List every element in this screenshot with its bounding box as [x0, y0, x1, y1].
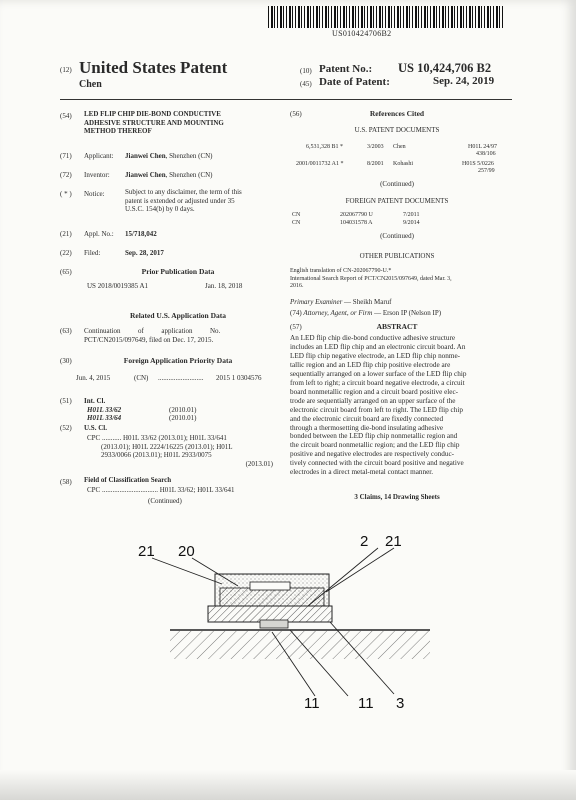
examiner-name: — Sheikh Maruf	[342, 298, 392, 306]
int-cl-code: (51)	[60, 397, 72, 405]
filed-code: (22)	[60, 249, 72, 257]
inventor-code: (72)	[60, 171, 72, 179]
abstract-line: tively connected with the circuit board positive and negative	[290, 459, 464, 468]
kind-code: (12)	[60, 66, 72, 74]
notice-label: Notice:	[84, 190, 105, 198]
notice-line: Subject to any disclaimer, the term of this	[125, 188, 242, 196]
circuit-board	[170, 606, 430, 659]
foreign-doc-date: 9/2014	[403, 220, 420, 226]
us-cl-code: (52)	[60, 424, 72, 432]
foreign-doc-date: 7/2011	[403, 212, 420, 218]
foreign-priority-code: (30)	[60, 357, 72, 365]
us-doc-subclass: 438/106	[476, 151, 496, 157]
references-heading: References Cited	[369, 109, 425, 118]
us-doc-date: 8/2001	[367, 161, 384, 167]
abstract-line: tallic region and an LED flip chip positive electrode are	[290, 360, 451, 369]
figure-label: 21	[385, 533, 402, 550]
field-search-label: Field of Classification Search	[84, 476, 172, 484]
other-publication-line: 2016.	[290, 283, 304, 289]
cpc-line: 2933/0066 (2013.01); H01L 2933/0075	[101, 451, 212, 459]
int-cl-class: H01L 33/62	[87, 406, 122, 414]
cpc-classification	[87, 434, 273, 468]
examiner-label: Primary Examiner	[290, 298, 343, 306]
foreign-priority-date: Jun. 4, 2015	[76, 374, 111, 382]
int-cl-label: Int. Cl.	[84, 397, 106, 405]
appl-number: 15/718,042	[125, 230, 157, 238]
abstract-line: electronic circuit board from left to right. The LED flip chip	[290, 405, 463, 414]
figure-label: 2	[360, 533, 369, 550]
abstract-line: electrodes in a direct metal-metal contact manner.	[290, 468, 434, 477]
references-code: (56)	[290, 110, 302, 118]
notice-text	[125, 188, 242, 214]
us-cl-label: U.S. Cl.	[84, 424, 107, 432]
attorney-name: — Erson IP (Nelson IP)	[372, 309, 442, 317]
prior-code: (65)	[60, 268, 72, 276]
applicant-name: Jianwei Chen	[125, 152, 166, 160]
inventor-location: , Shenzhen (CN)	[165, 171, 213, 179]
continued-note: (Continued)	[380, 232, 414, 240]
filed-label: Filed:	[84, 249, 101, 257]
abstract-line: An LED flip chip die-bond conductive adhesive structure	[290, 334, 456, 342]
appl-label: Appl. No.:	[84, 230, 114, 238]
abstract-line: LED flip chip negative electrode, an LED flip chip nonme-	[290, 351, 461, 360]
appl-code: (21)	[60, 230, 72, 238]
other-publications-heading: OTHER PUBLICATIONS	[359, 252, 435, 260]
inventor-name: Jianwei Chen	[125, 171, 166, 179]
attorney-label: Attorney, Agent, or Firm	[303, 309, 373, 317]
abstract-line: trode are sequentially arranged on an upper surface of the	[290, 396, 456, 405]
foreign-docs-heading: FOREIGN PATENT DOCUMENTS	[345, 197, 449, 205]
notice-code: ( * )	[60, 190, 72, 198]
int-cl-version: (2010.01)	[169, 414, 197, 422]
cpc-line: (2013.01); H01L 2224/16225 (2013.01); H01L	[101, 442, 233, 451]
figure-label: 20	[178, 543, 195, 560]
inventor-label: Inventor:	[84, 171, 110, 179]
applicant-location: , Shenzhen (CN)	[165, 152, 213, 160]
barcode-number: US010424706B2	[332, 29, 392, 38]
abstract-line: through a thermosetting die-bond insulating adhesive	[290, 423, 444, 432]
abstract-line: and the electronic circuit board are fixedly connected	[290, 414, 444, 423]
us-doc-name: Chen	[393, 144, 406, 150]
int-cl-version: (2010.01)	[169, 406, 197, 414]
invention-title	[84, 110, 224, 136]
filed-date: Sep. 28, 2017	[125, 249, 164, 257]
abstract-line: sequentially arranged on a lower surface of the LED flip chip	[290, 369, 467, 378]
abstract-line: the circuit board nonmetallic region; and the LED flip chip	[290, 441, 460, 450]
patent-no-code: (10)	[300, 67, 312, 75]
date-label: Date of Patent:	[319, 76, 390, 88]
foreign-doc-number: 202067790 U	[340, 212, 373, 218]
scan-shadow	[0, 770, 576, 800]
inventor-surname: Chen	[79, 79, 102, 90]
foreign-priority-country: (CN)	[134, 374, 149, 382]
continuation-line: Continuation of application No.	[84, 327, 221, 335]
foreign-priority-leader: ..........................	[158, 374, 204, 382]
date-code: (45)	[300, 80, 312, 88]
figure-label: 11	[358, 695, 374, 712]
abstract-line: from left to right; a circuit board negative electrode, a circuit	[290, 378, 465, 387]
field-search-code: (58)	[60, 478, 72, 486]
field-search-line: CPC ................................ H01L 33/62; H01L 33/641	[87, 486, 235, 494]
other-publication-line: English translation of CN-202067790-U.*	[290, 268, 392, 274]
us-doc-number: 6,531,328 B1 *	[306, 144, 344, 150]
barcode	[268, 6, 504, 28]
header-rule	[60, 99, 512, 100]
prior-pub-date: Jan. 18, 2018	[205, 282, 243, 290]
foreign-doc-country: CN	[292, 220, 301, 226]
title-line: METHOD THEREOF	[84, 127, 152, 135]
title-code: (54)	[60, 112, 72, 120]
attorney	[290, 309, 441, 318]
prior-pub-number: US 2018/0019385 A1	[87, 282, 149, 290]
cpc-line: (2013.01)	[245, 459, 273, 468]
continuation-code: (63)	[60, 327, 72, 335]
foreign-priority-number: 2015 1 0304576	[216, 374, 262, 382]
figure-label: 3	[396, 695, 405, 712]
title-line: ADHESIVE STRUCTURE AND MOUNTING	[84, 118, 224, 127]
attorney-code: (74)	[290, 309, 302, 317]
led-flip-chip	[215, 574, 329, 606]
abstract-text	[290, 334, 506, 477]
us-doc-name: Kohashi	[393, 161, 413, 167]
patent-number: US 10,424,706 B2	[398, 61, 492, 75]
us-doc-class: H01L 24/97	[468, 144, 497, 150]
foreign-doc-number: 104031578 A	[340, 220, 373, 226]
title-line: LED FLIP CHIP DIE-BOND CONDUCTIVE	[84, 110, 221, 118]
abstract-line: bonded between the LED flip chip nonmetallic region and	[290, 432, 458, 441]
us-doc-date: 3/2003	[367, 144, 384, 150]
foreign-doc-country: CN	[292, 212, 301, 218]
abstract-line: board nonmetallic region and a circuit board positive elec-	[290, 387, 459, 396]
abstract-line: positive and negative electrodes are respectively conduc-	[290, 450, 455, 459]
us-doc-number: 2001/0011732 A1 *	[296, 161, 344, 167]
patent-date: Sep. 24, 2019	[433, 75, 495, 87]
continued-note: (Continued)	[148, 497, 182, 505]
applicant-code: (71)	[60, 152, 72, 160]
applicant	[125, 152, 213, 161]
us-doc-subclass: 257/99	[478, 168, 495, 174]
us-docs-heading: U.S. PATENT DOCUMENTS	[354, 126, 440, 134]
other-publications	[290, 268, 508, 291]
applicant-label: Applicant:	[84, 152, 114, 160]
abstract-code: (57)	[290, 323, 302, 331]
inventor	[125, 171, 213, 180]
figure-label: 11	[304, 695, 320, 712]
foreign-priority-heading: Foreign Application Priority Data	[123, 356, 233, 365]
cpc-line: CPC ........... H01L 33/62 (2013.01); H01L 33/641	[87, 434, 227, 442]
continuation-line: PCT/CN2015/097649, filed on Dec. 17, 2015.	[84, 336, 214, 344]
abstract-heading: ABSTRACT	[376, 322, 418, 331]
patent-no-label: Patent No.:	[319, 63, 373, 75]
continued-note: (Continued)	[380, 180, 414, 188]
other-publication-line: International Search Report of PCT/CN2015/097649, dated Mar. 3,	[290, 275, 452, 282]
notice-line: U.S.C. 154(b) by 0 days.	[125, 205, 195, 213]
us-doc-class: H01S 5/0226	[462, 161, 494, 167]
prior-heading: Prior Publication Data	[141, 267, 215, 276]
int-cl-class: H01L 33/64	[87, 414, 122, 422]
abstract-line: includes an LED flip chip and an electronic circuit board. An	[290, 342, 466, 351]
figure-label: 21	[138, 543, 155, 560]
related-heading: Related U.S. Application Data	[129, 311, 227, 320]
claims-summary: 3 Claims, 14 Drawing Sheets	[354, 493, 440, 501]
notice-line: patent is extended or adjusted under 35	[125, 196, 235, 205]
representative-drawing	[130, 522, 460, 712]
patent-type-title: United States Patent	[79, 58, 228, 77]
primary-examiner	[290, 298, 392, 307]
